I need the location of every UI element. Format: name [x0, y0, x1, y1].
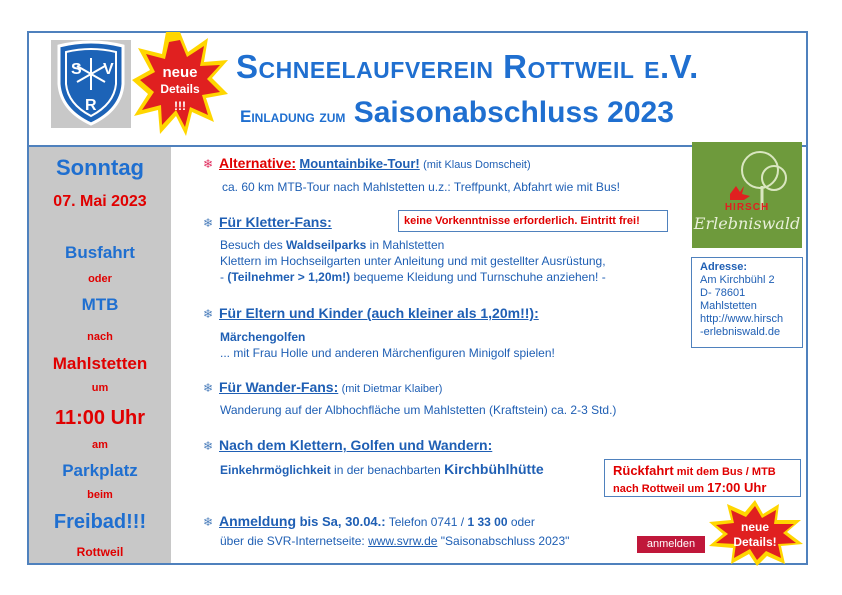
snowflake-icon: ❄	[203, 515, 214, 529]
section-anmeldung	[203, 513, 535, 529]
burst-bottom-text	[720, 520, 790, 550]
nach-line1-a: Einkehrmöglichkeit	[220, 463, 331, 477]
snowflake-icon: ❄	[203, 307, 214, 321]
register-button[interactable]: anmelden	[637, 536, 705, 553]
svr-website-link[interactable]: www.svrw.de	[368, 534, 438, 548]
event-title	[240, 96, 674, 130]
anmeldung-phone-number: 1 33 00	[467, 515, 508, 529]
return-mode: mit dem Bus / MTB	[673, 466, 776, 478]
wander-line1: Wanderung auf der Albhochfläche um Mahlstetten (Kraftstein) ca. 2-3 Std.)	[220, 403, 617, 417]
address-url-1[interactable]: http://www.hirsch	[700, 313, 784, 325]
alternative-heading: Alternative:	[219, 155, 297, 171]
section-eltern	[203, 305, 539, 321]
nach-line1-c: Kirchbühlhütte	[444, 461, 544, 477]
anmeldung-oder: oder	[507, 515, 535, 529]
eltern-line2: ... mit Frau Holle und anderen Märchenfiguren Minigolf spielen!	[220, 346, 555, 360]
kletter-line3-a: -	[220, 270, 228, 284]
address-zip: D- 78601	[700, 287, 746, 299]
kletter-line3-c: bequeme Kleidung und Turnschuhe anziehen! -	[350, 270, 606, 284]
sidebar-beim: beim	[87, 489, 113, 501]
section-nach	[203, 437, 492, 453]
sidebar-am: am	[92, 439, 108, 451]
sidebar-um: um	[91, 382, 109, 394]
sidebar-day: Sonntag	[56, 155, 144, 180]
anmeldung-deadline: bis Sa, 30.04.:	[296, 514, 386, 529]
snowflake-icon: ❄	[203, 381, 214, 395]
burst-bottom-line1: neue	[740, 520, 769, 534]
nach-line1	[220, 461, 544, 477]
address-street: Am Kirchbühl 2	[700, 274, 775, 286]
anmeldung-heading: Anmeldung	[219, 513, 296, 529]
sidebar-nach: nach	[87, 331, 113, 343]
snowflake-icon: ❄	[203, 157, 214, 171]
snowflake-icon: ❄	[203, 439, 214, 453]
sidebar-mtb: MTB	[81, 295, 119, 314]
address-box	[691, 257, 803, 348]
kletter-line1-c: in Mahlstetten	[366, 238, 445, 252]
sidebar-oder: oder	[88, 273, 112, 285]
wander-note: (mit Dietmar Klaiber)	[341, 383, 443, 395]
sidebar-destination: Mahlstetten	[52, 354, 148, 373]
kletter-line1-a: Besuch des	[220, 238, 287, 252]
event-title-prefix: Einladung zum	[240, 107, 346, 126]
alternative-text: ca. 60 km MTB-Tour nach Mahlstetten u.z.: Treffpunkt, Abfahrt wie mit Bus!	[222, 180, 620, 194]
mtb-tour-link[interactable]: Mountainbike-Tour!	[299, 156, 420, 171]
section-wander	[203, 379, 442, 395]
club-logo-panel	[51, 40, 131, 128]
sidebar-bus: Busfahrt	[65, 243, 135, 262]
burst-bottom-line2: Details!	[733, 535, 777, 549]
address-town: Mahlstetten	[700, 300, 757, 312]
snowflake-icon: ❄	[203, 216, 214, 230]
return-label: Rückfahrt	[613, 463, 674, 478]
kletter-line3-b: (Teilnehmer > 1,20m!)	[227, 270, 351, 284]
burst-top-line1: neue	[162, 64, 198, 81]
address-label: Adresse:	[700, 261, 748, 273]
sidebar-freibad: Freibad!!!	[53, 511, 147, 533]
sidebar-schedule	[29, 147, 171, 563]
hirsch-erlebniswald-logo	[692, 142, 802, 248]
nach-heading: Nach dem Klettern, Golfen und Wandern:	[219, 437, 493, 453]
sidebar-time: 11:00 Uhr	[54, 407, 146, 429]
event-title-main: Saisonabschluss 2023	[353, 96, 674, 129]
return-trip-box	[604, 459, 801, 497]
sidebar-parkplatz: Parkplatz	[62, 461, 138, 480]
alternative-note: (mit Klaus Domscheit)	[423, 159, 531, 171]
return-time: 17:00 Uhr	[707, 480, 767, 495]
svr-shield-logo	[51, 40, 131, 128]
return-dest: nach Rottweil um	[613, 483, 708, 495]
kletter-line2: Klettern im Hochseilgarten unter Anleitung und mit gestellter Ausrüstung,	[220, 254, 606, 268]
burst-top-line3: !!!	[174, 99, 186, 113]
sidebar-date: 07. Mai 2023	[53, 193, 147, 210]
anmeldung-web-label: über die SVR-Internetseite:	[220, 534, 369, 548]
club-title: Schneelaufverein Rottweil e.V.	[236, 48, 699, 85]
eltern-heading: Für Eltern und Kinder (auch kleiner als 1,20m!!):	[219, 305, 539, 321]
nach-line1-b: in der benachbarten	[330, 463, 445, 477]
hirsch-brand: HIRSCH	[724, 202, 770, 213]
kletter-notice: keine Vorkenntnisse erforderlich. Eintritt frei!	[398, 210, 668, 232]
wander-heading: Für Wander-Fans:	[219, 379, 339, 395]
eltern-line1: Märchengolfen	[220, 330, 306, 344]
section-alternative	[203, 155, 531, 171]
kletter-heading: Für Kletter-Fans:	[219, 214, 332, 230]
anmeldung-line2	[220, 534, 569, 548]
hirsch-script: Erlebniswald	[693, 214, 801, 233]
section-kletter	[203, 214, 332, 230]
burst-top-line2: Details	[160, 82, 200, 96]
burst-top-text	[150, 64, 210, 115]
kletter-line1-b: Waldseilparks	[286, 238, 367, 252]
anmeldung-web-page: "Saisonabschluss 2023"	[437, 534, 570, 548]
svg-text:V: V	[103, 61, 114, 78]
kletter-line1	[220, 238, 444, 252]
address-url-2[interactable]: -erlebniswald.de	[700, 326, 781, 338]
kletter-line3	[220, 270, 606, 284]
sidebar-town: Rottweil	[76, 545, 124, 559]
svg-text:R: R	[85, 97, 97, 114]
anmeldung-phone-label: Telefon 0741 /	[385, 515, 468, 529]
svg-text:S: S	[71, 61, 82, 78]
